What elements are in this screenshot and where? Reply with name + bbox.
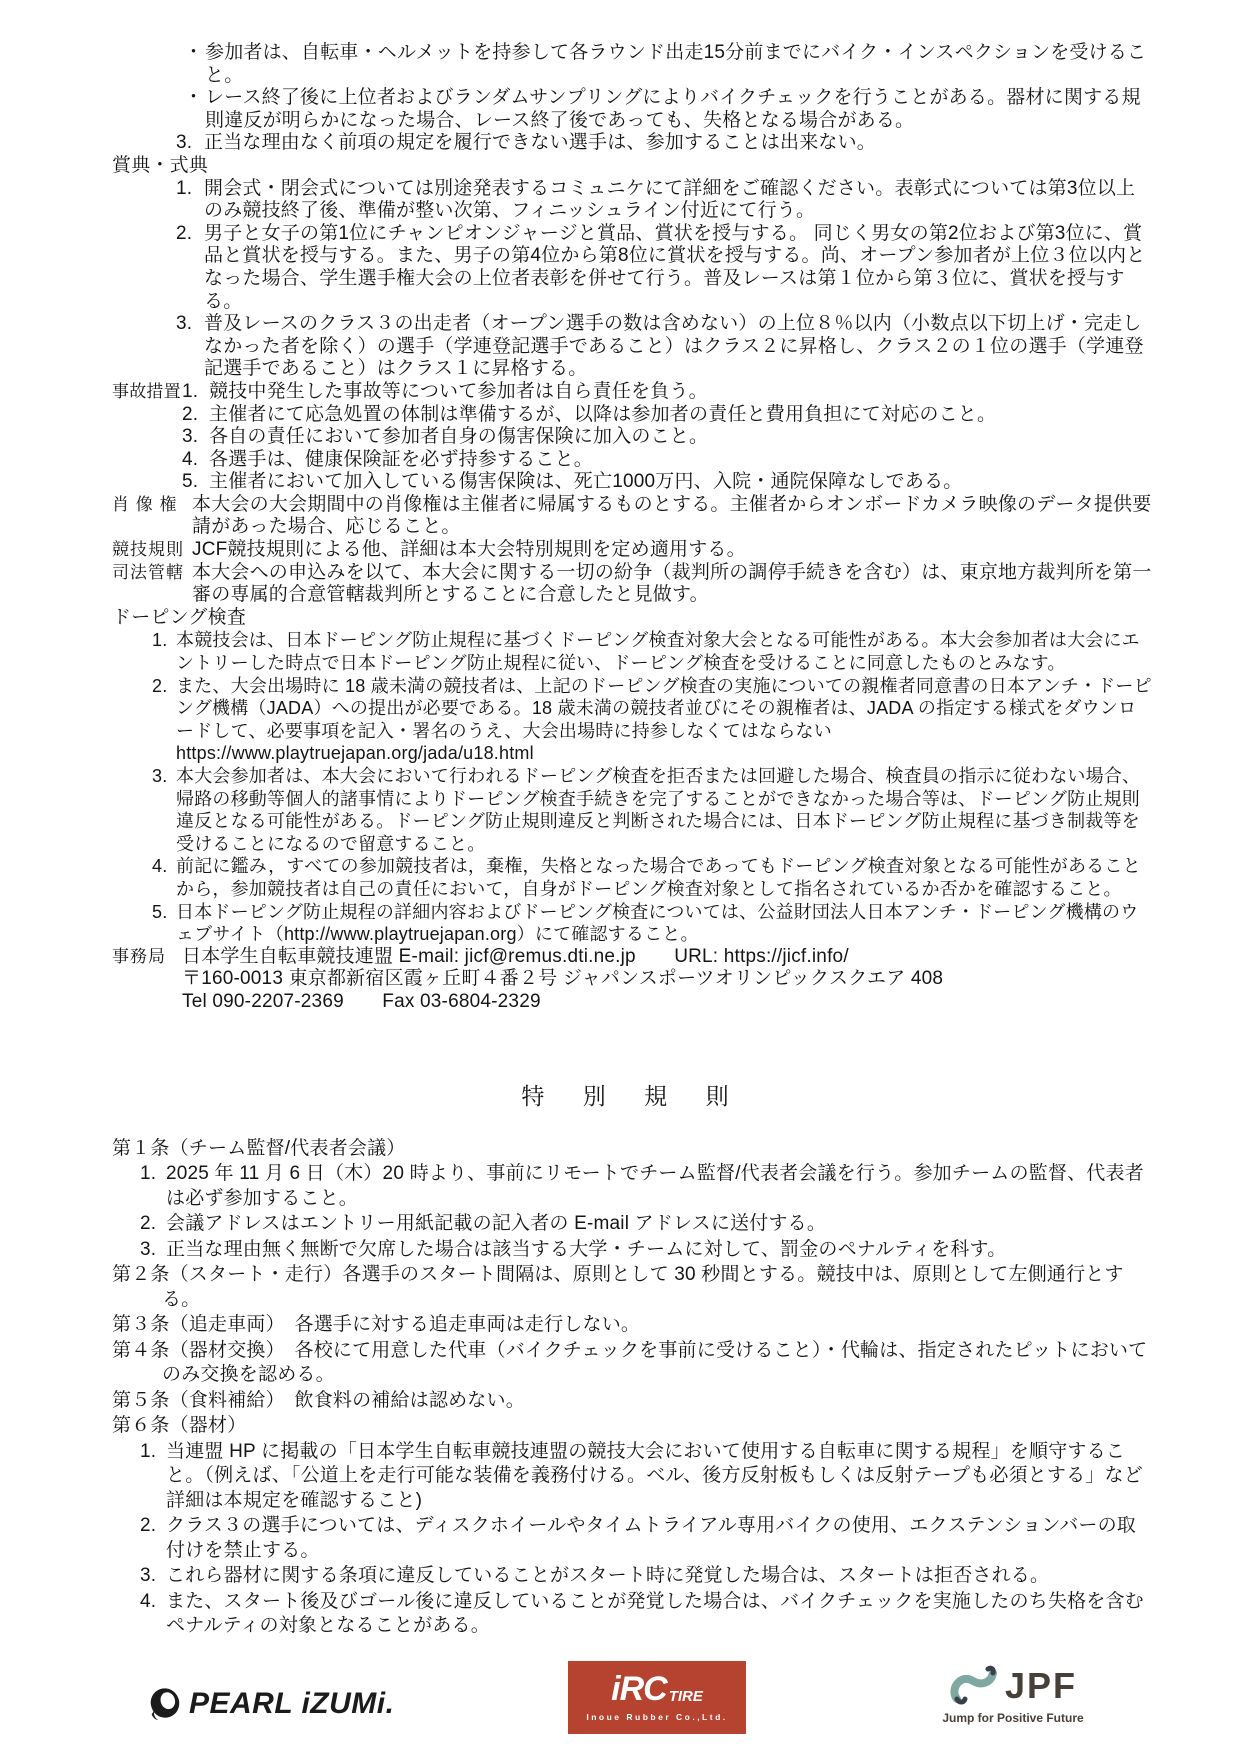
rule-row bbox=[112, 404, 1153, 427]
rule-row bbox=[112, 539, 1153, 562]
rule-row bbox=[112, 968, 1153, 991]
row-marker: 3. bbox=[176, 313, 193, 335]
rule-row bbox=[112, 381, 1153, 404]
row-text: 本大会の大会期間中の肖像権は主催者に帰属するものとする。主催者からオンボードカメラ映像のデータ提供要請があった場合、応じること。 bbox=[192, 493, 1152, 538]
rule-row bbox=[112, 1137, 1153, 1162]
row-text: 参加者は、自転車・ヘルメットを持参して各ラウンド出走15分前までにバイク・インスペクションを受けること。 bbox=[205, 42, 1147, 86]
rule-row bbox=[112, 765, 1153, 855]
section-label-row bbox=[112, 607, 1153, 630]
row-text: 日本ドーピング防止規程の詳細内容およびドーピング検査については、公益財団法人日本アンチ・ドーピング機構のウェブサイト（http://www.playtruejapan.org）にて確認すること。 bbox=[176, 901, 1139, 945]
irc-company-text: Inoue Rubber Co.,Ltd. bbox=[586, 1712, 728, 1723]
row-text: 第５条（食料補給） 飲食料の補給は認めない。 bbox=[112, 1389, 525, 1411]
rule-row bbox=[112, 449, 1153, 472]
row-text: また、スタート後及びゴール後に違反していることが発覚した場合は、バイクチェックを実施したのち失格を含むペナルティの対象となることがある。 bbox=[166, 1590, 1144, 1637]
row-text: レース終了後に上位者およびランダムサンプリングによりバイクチェックを行うことがある。器材に関する規則違反が明らかになった場合、レース終了後であっても、失格となる場合がある。 bbox=[205, 87, 1141, 131]
row-label: 肖 像 権 bbox=[112, 494, 178, 514]
rule-row bbox=[112, 223, 1153, 313]
row-marker: 5. bbox=[182, 471, 199, 493]
special-rules-list bbox=[112, 1137, 1153, 1639]
special-rules-title: 特 別 規 則 bbox=[521, 1082, 744, 1109]
rule-row bbox=[112, 87, 1153, 132]
row-text: 競技中発生した事故等について参加者は自ら責任を負う。 bbox=[209, 380, 708, 402]
rule-row bbox=[112, 178, 1153, 223]
row-marker: 4. bbox=[140, 1590, 157, 1612]
rule-row bbox=[112, 946, 1153, 969]
row-marker: 2. bbox=[176, 222, 193, 244]
rule-row bbox=[112, 1212, 1153, 1237]
sponsor-logos-footer bbox=[112, 1661, 1153, 1764]
rule-row bbox=[112, 1238, 1153, 1263]
row-text: 第３条（追走車両） 各選手に対する追走車両は走行しない。 bbox=[112, 1314, 641, 1336]
row-marker: 2. bbox=[140, 1213, 157, 1235]
row-label: ドーピング検査 bbox=[112, 606, 247, 628]
rule-row bbox=[112, 1514, 1153, 1563]
rule-row bbox=[112, 132, 1153, 155]
row-marker: 2. bbox=[140, 1515, 157, 1537]
row-label: 司法管轄 bbox=[112, 562, 184, 582]
irc-brand-text: iRC bbox=[611, 1670, 667, 1709]
irc-tire-text: TIRE bbox=[668, 1688, 703, 1706]
jpf-swoosh-icon bbox=[949, 1665, 1001, 1707]
rule-row bbox=[112, 471, 1153, 494]
row-marker: 1. bbox=[176, 177, 193, 199]
row-text: また、大会出場時に 18 歳未満の競技者は、上記のドーピング検査の実施についての親権者同意書の日本アンチ・ドーピング機構（JADA）への提出が必要である。18 歳未満の競技者並びにその親権者は、JADA の指定する様式をダウンロードして、必要事項を記入・署名のうえ、大会出場時に持参しなくてはならない https://www.playtruejapan.org/jada/u18.html bbox=[176, 675, 1152, 764]
row-marker: 5. bbox=[152, 901, 168, 922]
row-text: 普及レースのクラス３の出走者（オープン選手の数は含めない）の上位８％以内（小数点以下切上げ・完走しなかった者を除く）の選手（学連登記選手であること）はクラス２に昇格し、クラス２の１位の選手（学連登記選手であること）はクラス１に昇格する。 bbox=[204, 313, 1144, 380]
row-text: 正当な理由なく前項の規定を履行できない選手は、参加することは出来ない。 bbox=[204, 132, 877, 154]
row-text: クラス３の選手については、ディスクホイールやタイムトライアル専用バイクの使用、エクステンションバーの取付けを禁止する。 bbox=[166, 1515, 1136, 1561]
row-text: 本競技会は、日本ドーピング防止規程に基づくドーピング検査対象大会となる可能性がある。本大会参加者は大会にエントリーした時点で日本ドーピング防止規程に従い、ドーピング検査を受けることに同意したものとみなす。 bbox=[176, 630, 1140, 674]
row-text: 本大会への申込みを以て、本大会に関する一切の紛争（裁判所の調停手続きを含む）は、東京地方裁判所を第一審の専属的合意管轄裁判所とすることに合意したと見做す。 bbox=[192, 561, 1152, 606]
row-label: 賞典・式典 bbox=[112, 154, 209, 176]
row-text: JCF競技規則による他、詳細は本大会特別規則を定め適用する。 bbox=[192, 539, 746, 561]
rule-row bbox=[112, 1263, 1153, 1312]
row-marker: 1. bbox=[140, 1163, 157, 1185]
rule-row bbox=[112, 426, 1153, 449]
general-rules-list bbox=[112, 42, 1153, 1014]
rule-row bbox=[112, 901, 1153, 946]
row-text: 前記に鑑み，すべての参加競技者は，棄権，失格となった場合であってもドーピング検査対象となる可能性があることから，参加競技者は自己の責任において，自身がドーピング検査対象として指名されているか否かを確認すること。 bbox=[176, 856, 1141, 899]
row-marker: 2. bbox=[182, 403, 199, 425]
irc-tire-wordmark bbox=[611, 1670, 703, 1709]
rule-row bbox=[112, 42, 1153, 87]
row-label: 競技規則 bbox=[112, 540, 184, 560]
jpf-tagline-text: Jump for Positive Future bbox=[942, 1710, 1084, 1725]
row-text: Tel 090-2207-2369 Fax 03-6804-2329 bbox=[182, 990, 541, 1012]
row-marker: 4. bbox=[182, 448, 199, 470]
jpf-brand-text: JPF bbox=[1004, 1664, 1078, 1706]
row-marker: ・ bbox=[184, 87, 204, 109]
jpf-logo bbox=[933, 1665, 1093, 1725]
rule-row bbox=[112, 1414, 1153, 1439]
row-text: 各選手は、健康保険証を必ず持参すること。 bbox=[209, 448, 594, 470]
pearl-izumi-logo bbox=[145, 1685, 394, 1723]
rule-row bbox=[112, 1313, 1153, 1338]
pearl-izumi-wordmark: PEARL iZUMi. bbox=[189, 1686, 395, 1720]
rule-row bbox=[112, 1162, 1153, 1211]
rule-row bbox=[112, 675, 1153, 765]
rule-row bbox=[112, 629, 1153, 674]
row-marker: ・ bbox=[184, 42, 204, 63]
rule-row bbox=[112, 494, 1153, 539]
irc-tire-logo bbox=[568, 1661, 746, 1734]
row-text: これら器材に関する条項に違反していることがスタート時に発覚した場合は、スタートは拒否される。 bbox=[166, 1565, 1050, 1587]
row-marker: 1. bbox=[140, 1440, 157, 1462]
row-text: 第２条（スタート・走行）各選手のスタート間隔は、原則として 30 秒間とする。競技中は、原則として左側通行とする。 bbox=[112, 1264, 1124, 1310]
row-marker: 3. bbox=[182, 426, 199, 448]
rule-row bbox=[112, 855, 1153, 900]
row-marker: 3. bbox=[176, 132, 193, 154]
row-text: 会議アドレスはエントリー用紙記載の記入者の E-mail アドレスに送付する。 bbox=[166, 1213, 827, 1235]
row-text: 主催者において加入している傷害保険は、死亡1000万円、入院・通院保障なしである。 bbox=[209, 471, 963, 493]
row-text: 各自の責任において参加者自身の傷害保険に加入のこと。 bbox=[209, 426, 709, 448]
pearl-izumi-ring-icon bbox=[145, 1685, 183, 1723]
row-marker: 1. bbox=[182, 380, 199, 402]
row-text: 第１条（チーム監督/代表者会議） bbox=[112, 1137, 406, 1159]
row-text: 2025 年 11 月 6 日（木）20 時より、事前にリモートでチーム監督/代表者会議を行う。参加チームの監督、代表者は必ず参加すること。 bbox=[166, 1163, 1144, 1209]
rule-row bbox=[112, 1339, 1153, 1388]
rule-row bbox=[112, 1440, 1153, 1514]
row-marker: 1. bbox=[152, 630, 168, 651]
row-text: 日本学生自転車競技連盟 E-mail: jicf@remus.dti.ne.jp URL: https://jicf.info/ bbox=[182, 945, 849, 967]
row-text: 正当な理由無く無断で欠席した場合は該当する大学・チームに対して、罰金のペナルティを科す。 bbox=[166, 1238, 1007, 1260]
row-label: 事故措置 bbox=[112, 381, 181, 401]
rule-row bbox=[112, 991, 1153, 1014]
row-marker: 3. bbox=[152, 766, 168, 786]
section-label-row bbox=[112, 155, 1153, 178]
row-marker: 3. bbox=[140, 1565, 157, 1587]
rule-row bbox=[112, 1389, 1153, 1414]
row-text: 主催者にて応急処置の体制は準備するが、以降は参加者の責任と費用負担にて対応のこと。 bbox=[209, 403, 997, 425]
rule-row bbox=[112, 1564, 1153, 1589]
row-text: 本大会参加者は、本大会において行われるドーピング検査を拒否または回避した場合、検査員の指示に従わない場合、帰路の移動等個人的諸事情によりドーピング検査手続きを完了することができなかった場合等は、ドーピング防止規則違反となる可能性がある。ドーピング防止規則違反と判断された場合には、日本ドーピング防止規程に基づき制裁等を受けることになるので留意すること。 bbox=[176, 766, 1141, 854]
row-marker: 3. bbox=[140, 1238, 157, 1260]
row-text: 〒160-0013 東京都新宿区霞ヶ丘町４番２号 ジャパンスポーツオリンピックスクエア 408 bbox=[182, 968, 944, 990]
row-text: 開会式・閉会式については別途発表するコミュニケにて詳細をご確認ください。表彰式については第3位以上のみ競技終了後、準備が整い次第、フィニッシュライン付近にて行う。 bbox=[204, 177, 1136, 222]
row-text: 第６条（器材） bbox=[112, 1415, 247, 1437]
row-marker: 4. bbox=[152, 856, 168, 877]
row-text: 男子と女子の第1位にチャンピオンジャージと賞品、賞状を授与する。 同じく男女の第2位および第3位に、賞品と賞状を授与する。また、男子の第4位から第8位に賞状を授与する。尚、オープン参加者が上位３位以内となった場合、学生選手権大会の上位者表彰を併せて行う。普及レースは第１位から第３位に、賞状を授与する。 bbox=[204, 222, 1146, 312]
row-text: 当連盟 HP に掲載の「日本学生自転車競技連盟の競技大会において使用する自転車に関する規程」を順守すること。（例えば、「公道上を走行可能な装備を義務付ける。ベル、後方反射板もしくは反射テープも必須とする」など詳細は本規定を確認すること) bbox=[166, 1440, 1143, 1511]
row-text: 第４条（器材交換） 各校にて用意した代車（バイクチェックを事前に受けること）・代輪は、指定されたピットにおいてのみ交換を認める。 bbox=[112, 1339, 1148, 1386]
row-marker: 2. bbox=[152, 675, 168, 696]
row-label: 事務局 bbox=[112, 946, 166, 966]
rule-row bbox=[112, 562, 1153, 607]
rule-row bbox=[112, 313, 1153, 381]
rule-row bbox=[112, 1590, 1153, 1639]
